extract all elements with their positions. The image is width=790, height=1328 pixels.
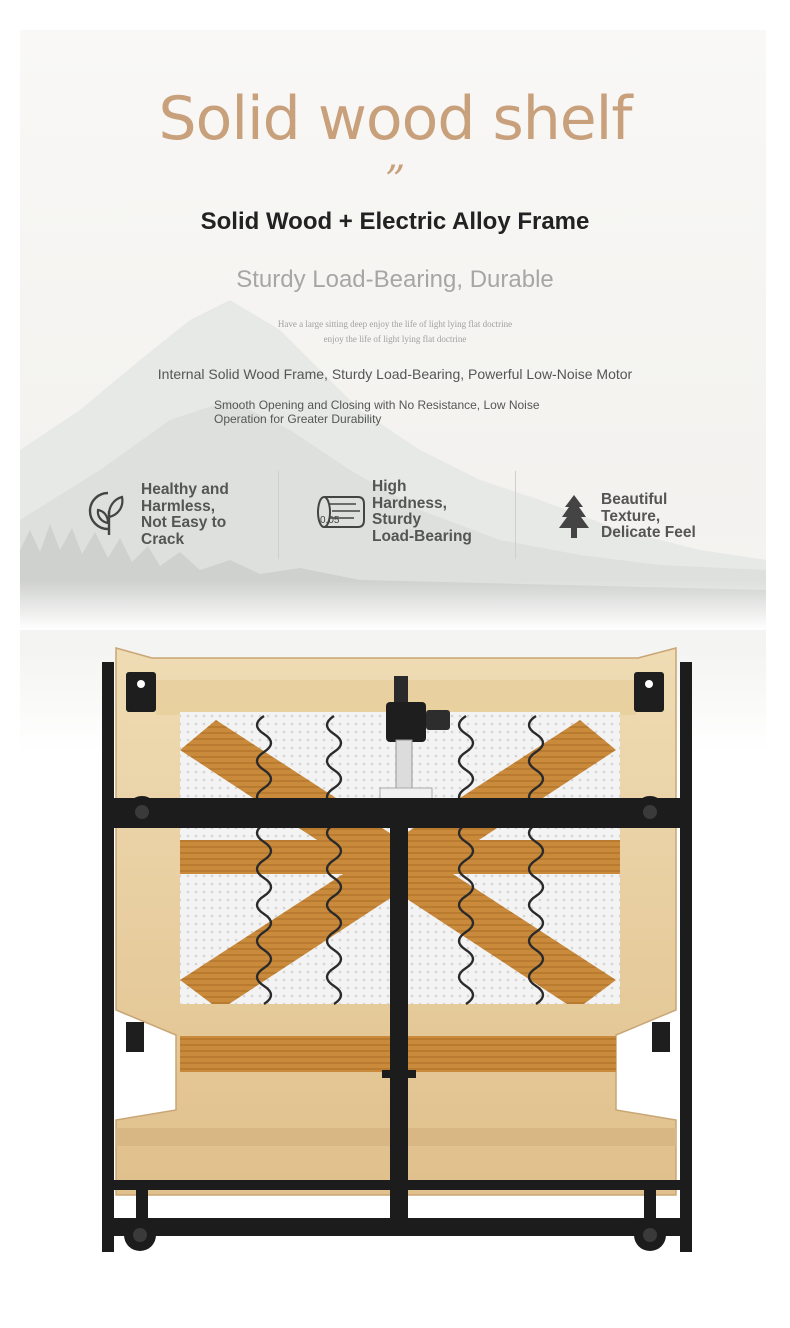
feature-hardness-label [372,479,472,545]
feature-healthy-line-1: Healthy and [141,481,229,498]
leaf-icon [88,489,132,541]
small-text-line-1: Have a large sitting deep enjoy the life of light lying flat doctrine [277,319,513,329]
feature-texture [557,492,696,542]
bed-frame-illustration [96,640,696,1255]
tagline: Sturdy Load-Bearing, Durable [236,266,554,293]
feature-healthy-line-3: Not Easy to [141,514,227,531]
feature-texture-line-1: Beautiful [601,491,668,508]
feature-hardness-line-3: Sturdy [372,511,422,528]
description-secondary-line-2: Operation for Greater Durability [214,412,382,426]
feature-hardness-line-4: Load-Bearing [372,527,472,545]
feature-healthy [88,482,229,548]
wood-log-icon [316,492,366,532]
description-secondary-line-1: Smooth Opening and Closing with No Resistance, Low Noise [214,398,540,412]
feature-divider-2 [515,471,516,559]
feature-healthy-label [141,482,229,548]
feature-hardness-line-2: Hardness, [372,494,447,512]
wood-log-icon-text: 0.05 [320,515,340,526]
feature-hardness-line-1: High [372,478,407,495]
page-title: Solid wood shelf [158,84,632,154]
feature-texture-line-2: Texture, [601,507,661,525]
small-text-line-2: enjoy the life of light lying flat doctrine [323,334,467,344]
feature-healthy-line-2: Harmless, [141,497,216,515]
feature-divider-1 [278,471,279,559]
feature-texture-label [601,492,696,542]
feature-hardness [316,479,472,545]
misty-forest-background [20,300,766,630]
feature-texture-line-3: Delicate Feel [601,524,696,541]
description-secondary [214,398,594,426]
tree-icon [557,494,591,540]
subtitle: Solid Wood + Electric Alloy Frame [200,208,590,235]
feature-healthy-line-4: Crack [141,530,185,548]
quote-mark: ” [384,158,406,204]
description: Internal Solid Wood Frame, Sturdy Load-Bearing, Powerful Low-Noise Motor [157,366,633,382]
